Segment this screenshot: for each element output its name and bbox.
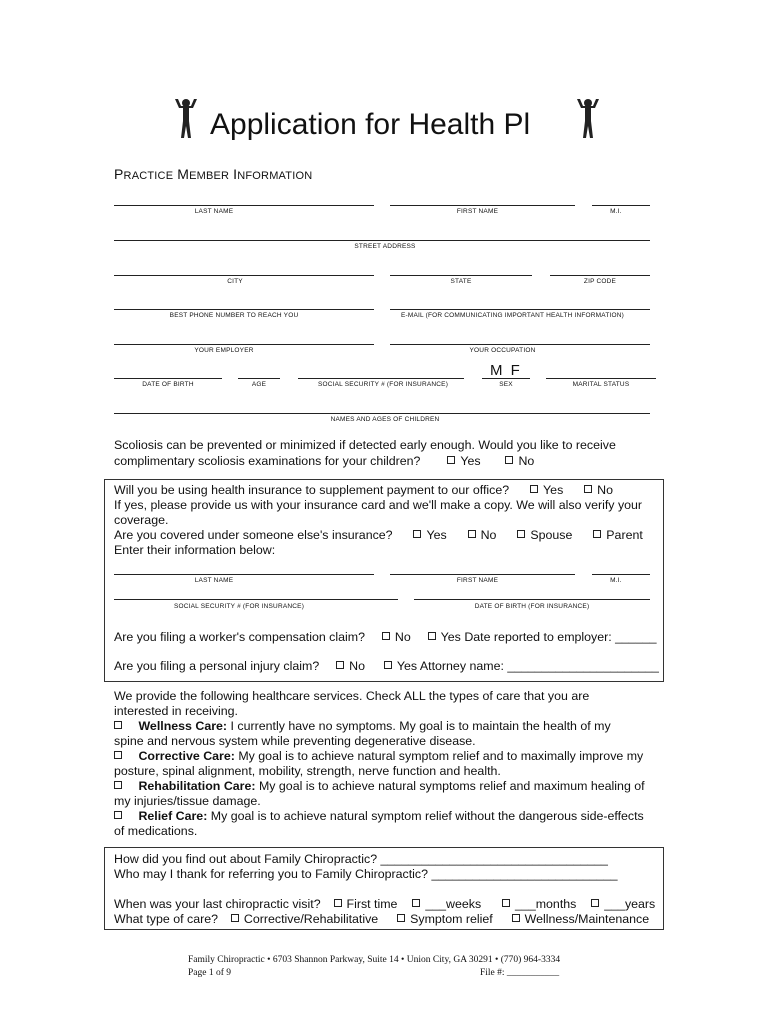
dob-field[interactable]	[114, 378, 222, 379]
marital-caption: MARITAL STATUS	[572, 381, 630, 388]
wellness-maintenance-checkbox[interactable]	[512, 914, 520, 922]
wellness-care-label: Wellness Care:	[138, 719, 228, 733]
workers-date-field[interactable]: Date reported to employer: ______	[464, 630, 657, 644]
covered-spouse-label: Spouse	[530, 528, 573, 542]
injury-no-label: No	[349, 659, 365, 673]
corrective-care-row	[114, 749, 643, 763]
children-field[interactable]	[114, 413, 650, 414]
injury-claim-row	[114, 659, 659, 673]
scoliosis-question-line1: Scoliosis can be prevented or minimized if detected early enough. Would you like to receive	[114, 438, 616, 452]
workers-comp-question: Are you filing a worker's compensation claim?	[114, 630, 365, 644]
children-caption: NAMES AND AGES OF CHILDREN	[330, 416, 440, 423]
rehab-care-label: Rehabilitation Care:	[138, 779, 256, 793]
rehab-care-row	[114, 779, 645, 793]
ssn-caption: SOCIAL SECURITY # (FOR INSURANCE)	[317, 381, 449, 388]
scoliosis-question-text: complimentary scoliosis examinations for your children?	[114, 454, 421, 468]
relief-care-checkbox[interactable]	[114, 811, 122, 819]
insured-mi-caption: M.I.	[610, 577, 622, 584]
covered-yes-label: Yes	[426, 528, 447, 542]
insured-first-name-field[interactable]	[390, 574, 575, 575]
zip-caption: ZIP CODE	[583, 278, 617, 285]
first-name-field[interactable]	[390, 205, 575, 206]
footer-page-number: Page 1 of 9	[188, 968, 232, 978]
heading-ember: EMBER	[189, 170, 230, 182]
first-time-label: First time	[346, 897, 398, 911]
corrective-care-checkbox[interactable]	[114, 751, 122, 759]
injury-claim-question: Are you filing a personal injury claim?	[114, 659, 320, 673]
services-intro-line2: interested in receiving.	[114, 704, 238, 718]
months-label[interactable]: ___months	[515, 897, 577, 911]
injury-yes-label: Yes	[396, 659, 418, 673]
person-flexing-icon-right	[574, 96, 602, 140]
services-intro-line1: We provide the following healthcare services. Check ALL the types of care that you are	[114, 689, 590, 703]
insurance-yes-label: Yes	[543, 483, 564, 497]
scoliosis-yes-label: Yes	[460, 454, 481, 468]
insured-last-name-caption: LAST NAME	[194, 577, 234, 584]
sex-field[interactable]	[482, 378, 530, 379]
covered-no-checkbox[interactable]	[468, 530, 476, 538]
covered-question-row	[114, 528, 643, 542]
insured-ssn-field[interactable]	[114, 599, 398, 600]
rehab-care-text: My goal is to achieve natural symptoms relief and maximum healing of	[258, 779, 645, 793]
zip-field[interactable]	[550, 275, 650, 276]
age-caption: AGE	[251, 381, 267, 388]
rehab-care-checkbox[interactable]	[114, 781, 122, 789]
city-caption: CITY	[227, 278, 243, 285]
symptom-relief-checkbox[interactable]	[397, 914, 405, 922]
sex-options[interactable]: M F	[490, 362, 522, 379]
scoliosis-no-label: No	[518, 454, 535, 468]
email-field[interactable]	[390, 309, 650, 310]
years-label[interactable]: ___years	[604, 897, 656, 911]
found-us-question[interactable]: How did you find out about Family Chiropractic? _________________________________	[114, 852, 608, 866]
covered-question-text: Are you covered under someone else's insurance?	[114, 528, 393, 542]
street-address-field[interactable]	[114, 240, 650, 241]
workers-comp-row	[114, 630, 657, 644]
heading-nformation: NFORMATION	[237, 170, 313, 182]
street-address-caption: STREET ADDRESS	[354, 243, 416, 250]
last-name-field[interactable]	[114, 205, 374, 206]
years-checkbox[interactable]	[591, 899, 599, 907]
insurance-question-text: Will you be using health insurance to supplement payment to our office?	[114, 483, 510, 497]
weeks-checkbox[interactable]	[412, 899, 420, 907]
employer-field[interactable]	[114, 344, 374, 345]
workers-no-checkbox[interactable]	[382, 632, 390, 640]
corrective-care-label: Corrective Care:	[138, 749, 235, 763]
wellness-maintenance-label: Wellness/Maintenance	[524, 912, 650, 926]
workers-yes-label: Yes	[440, 630, 461, 644]
employer-caption: YOUR EMPLOYER	[194, 347, 254, 354]
wellness-care-cont: spine and nervous system while preventing degenerative disease.	[114, 734, 476, 748]
last-name-caption: LAST NAME	[194, 208, 234, 215]
insured-dob-caption: DATE OF BIRTH (FOR INSURANCE)	[474, 603, 590, 610]
wellness-care-text: I currently have no symptoms. My goal is to maintain the health of my	[230, 719, 611, 733]
injury-yes-checkbox[interactable]	[384, 661, 392, 669]
corrective-care-text: My goal is to achieve natural symptom relief and to maximally improve my	[238, 749, 644, 763]
insurance-yes-checkbox[interactable]	[530, 485, 538, 493]
heading-p: P	[114, 166, 124, 182]
sex-caption: SEX	[499, 381, 513, 388]
phone-field[interactable]	[114, 309, 374, 310]
workers-yes-checkbox[interactable]	[428, 632, 436, 640]
referrer-question[interactable]: Who may I thank for referring you to Family Chiropractic? ___________________________	[114, 867, 618, 881]
age-field[interactable]	[238, 378, 280, 379]
state-field[interactable]	[390, 275, 532, 276]
dob-caption: DATE OF BIRTH	[142, 381, 194, 388]
corrective-care-cont: posture, spinal alignment, mobility, strength, nerve function and health.	[114, 764, 501, 778]
city-field[interactable]	[114, 275, 374, 276]
first-time-checkbox[interactable]	[334, 899, 342, 907]
state-caption: STATE	[450, 278, 472, 285]
footer-address: Family Chiropractic • 6703 Shannon Parkway, Suite 14 • Union City, GA 30291 • (770) 964-3334	[188, 955, 561, 965]
marital-field[interactable]	[546, 378, 656, 379]
wellness-care-row	[114, 719, 611, 733]
weeks-label[interactable]: ___weeks	[425, 897, 482, 911]
attorney-field[interactable]: Attorney name: ______________________	[419, 659, 659, 673]
relief-care-cont: of medications.	[114, 824, 198, 838]
insurance-no-label: No	[597, 483, 614, 497]
relief-care-label: Relief Care:	[138, 809, 208, 823]
relief-care-text: My goal is to achieve natural symptom relief without the dangerous side-effects	[210, 809, 644, 823]
covered-spouse-checkbox[interactable]	[517, 530, 525, 538]
insurance-question-row	[114, 483, 613, 497]
heading-m: M	[177, 166, 190, 182]
enter-info-line: Enter their information below:	[114, 543, 276, 557]
last-visit-question: When was your last chiropractic visit?	[114, 897, 321, 911]
occupation-caption: YOUR OCCUPATION	[469, 347, 536, 354]
last-visit-row	[114, 897, 655, 911]
covered-parent-label: Parent	[606, 528, 643, 542]
heading-ractice: RACTICE	[123, 170, 174, 182]
page-title: Application for Health Pl	[210, 108, 531, 141]
email-caption: E-MAIL (FOR COMMUNICATING IMPORTANT HEALTH INFORMATION)	[400, 312, 625, 319]
workers-no-label: No	[394, 630, 411, 644]
phone-caption: BEST PHONE NUMBER TO REACH YOU	[169, 312, 299, 319]
mi-field[interactable]	[592, 205, 650, 206]
footer-file-number: File #: ___________	[480, 968, 560, 978]
person-flexing-icon-left	[172, 96, 200, 140]
insurance-instruction-line: If yes, please provide us with your insurance card and we'll make a copy. We will also verify your	[114, 498, 643, 512]
corrective-rehab-label: Corrective/Rehabilitative	[243, 912, 379, 926]
insurance-no-checkbox[interactable]	[584, 485, 592, 493]
first-name-caption: FIRST NAME	[456, 208, 499, 215]
mi-caption: M.I.	[610, 208, 622, 215]
care-type-question: What type of care?	[114, 912, 218, 926]
rehab-care-cont: my injuries/tissue damage.	[114, 794, 261, 808]
corrective-rehab-checkbox[interactable]	[231, 914, 239, 922]
heading-i: I	[233, 166, 238, 182]
scoliosis-no-checkbox[interactable]	[505, 456, 513, 464]
wellness-care-checkbox[interactable]	[114, 721, 122, 729]
injury-no-checkbox[interactable]	[336, 661, 344, 669]
insured-last-name-field[interactable]	[114, 574, 374, 575]
months-checkbox[interactable]	[502, 899, 510, 907]
relief-care-row	[114, 809, 644, 823]
insured-first-name-caption: FIRST NAME	[456, 577, 499, 584]
covered-parent-checkbox[interactable]	[593, 530, 601, 538]
insurance-coverage-line: coverage.	[114, 513, 169, 527]
ssn-field[interactable]	[298, 378, 464, 379]
insured-dob-field[interactable]	[414, 599, 650, 600]
scoliosis-question-line2	[114, 454, 534, 468]
covered-no-label: No	[480, 528, 497, 542]
scoliosis-yes-checkbox[interactable]	[447, 456, 455, 464]
section-heading	[114, 166, 312, 182]
care-type-row	[114, 912, 649, 926]
covered-yes-checkbox[interactable]	[413, 530, 421, 538]
insured-mi-field[interactable]	[592, 574, 650, 575]
occupation-field[interactable]	[390, 344, 650, 345]
insured-ssn-caption: SOCIAL SECURITY # (FOR INSURANCE)	[173, 603, 305, 610]
symptom-relief-label: Symptom relief	[410, 912, 493, 926]
